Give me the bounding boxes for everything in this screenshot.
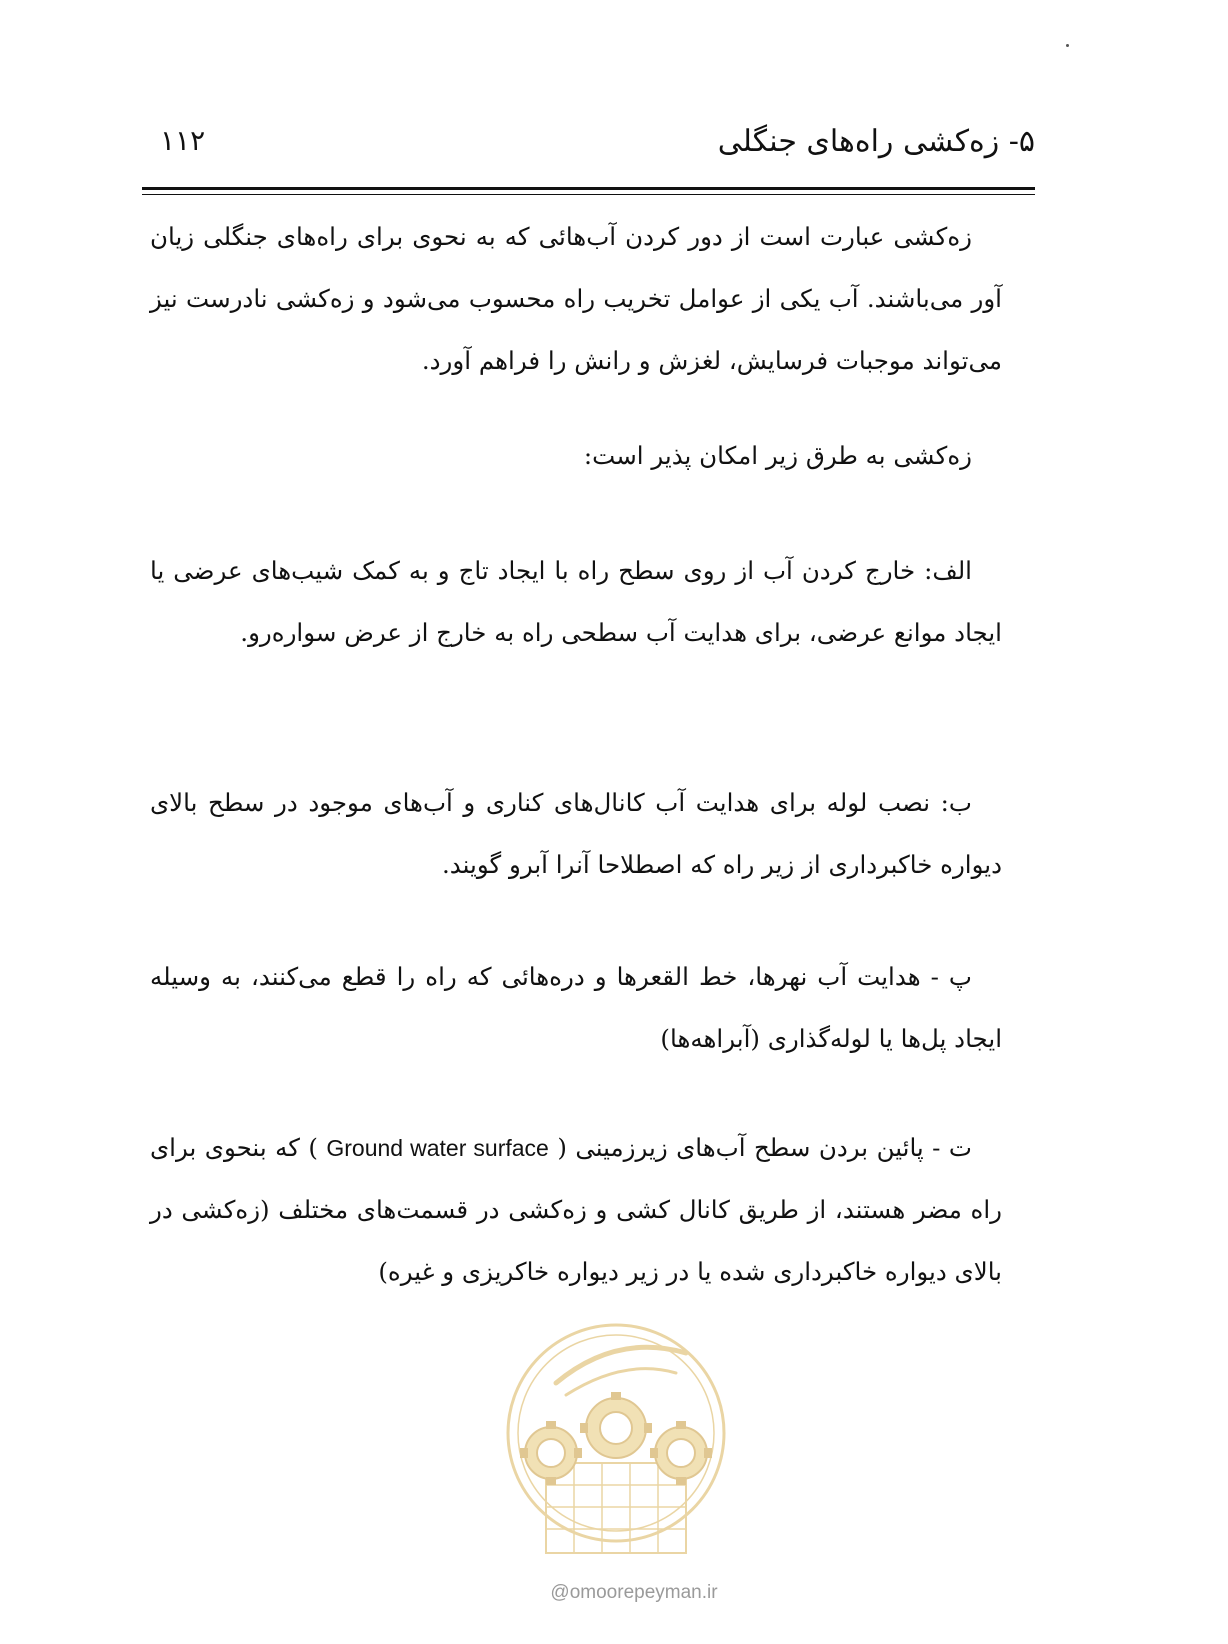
chapter-title: ۵- زه‌کشی راه‌های جنگلی	[717, 124, 1035, 159]
running-header	[150, 118, 1035, 178]
scan-speck	[1066, 44, 1069, 47]
item-a-paragraph: الف: خارج کردن آب از روی سطح راه با ایجاد تاج و به کمک شیب‌های عرضی یا ایجاد موانع عرضی، برای هدایت آب سطحی راه به خارج از عرض سواره‌رو.	[150, 556, 1002, 647]
omoorepeyman-logo-watermark	[496, 1313, 736, 1573]
header-rule-thick	[142, 187, 1035, 190]
watermark-url: @omoorepeyman.ir	[550, 1582, 718, 1603]
item-t-text-end: ) که بنحوی برای راه مضر هستند، از طریق کانال کشی و زه‌کشی در قسمت‌های مختلف (زه‌کشی در بالای دیواره خاکبرداری شده یا در زیر دیواره خاکریزی و غیره)	[150, 1133, 1002, 1286]
item-p-paragraph: پ - هدایت آب نهرها، خط القعرها و دره‌هائی که راه را قطع می‌کنند، به وسیله ایجاد پل‌ها یا لوله‌گذاری (آبراهه‌ها)	[150, 962, 1002, 1053]
item-t-paragraph	[150, 1117, 1002, 1303]
item-b-paragraph: ب: نصب لوله برای هدایت آب کانال‌های کناری و آب‌های موجود در سطح بالای دیواره خاکبرداری از زیر راه که اصطلاحا آنرا آبرو گویند.	[150, 788, 1002, 879]
page-number: ۱۱۲	[160, 124, 206, 157]
item-t-text-start: ت - پائین بردن سطح آب‌های زیرزمینی (	[557, 1133, 972, 1162]
item-t-latin-term: Ground water surface	[326, 1135, 549, 1161]
intro-paragraph: زه‌کشی عبارت است از دور کردن آب‌هائی که به نحوی برای راه‌های جنگلی زیان آور می‌باشند. آب یکی از عوامل تخریب راه محسوب می‌شود و زه‌کشی نادرست نیز می‌تواند موجبات فرسایش، لغزش و رانش را فراهم آورد.	[150, 222, 1002, 375]
header-rule-thin	[142, 194, 1035, 195]
methods-intro: زه‌کشی به طرق زیر امکان پذیر است:	[583, 441, 972, 470]
